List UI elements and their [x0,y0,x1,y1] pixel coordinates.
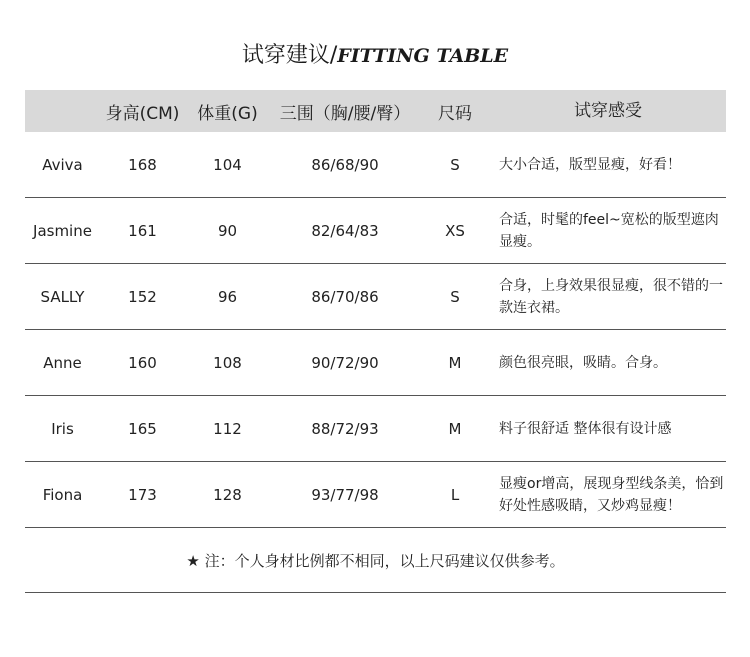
cell-weight: 128 [213,485,242,504]
header-weight: 体重(G) [197,103,258,124]
table-row [25,264,726,330]
cell-weight: 90 [217,221,238,240]
cell-feel: 大小合适，版型显瘦，好看！ [499,156,681,173]
cell-name: Aviva [42,155,83,174]
cell-size: L [450,485,460,504]
cell-feel: 颜色很亮眼，吸睛。合身。 [499,354,667,371]
cell-measurements: 93/77/98 [311,485,379,504]
cell-measurements: 86/68/90 [311,155,379,174]
page-title [0,38,750,69]
table-header [25,90,726,132]
table-row [25,462,726,528]
fitting-table [25,90,726,593]
table-row [25,396,726,462]
cell-size: M [448,419,462,438]
header-height: 身高(CM) [105,103,180,124]
cell-measurements: 88/72/93 [311,419,379,438]
title-cn: 试穿建议/ [241,43,338,68]
cell-weight: 96 [217,287,238,306]
table-row [25,132,726,198]
cell-height: 161 [128,221,157,240]
cell-weight: 108 [213,353,242,372]
title-en: FITTING TABLE [337,45,509,67]
cell-size: S [450,155,460,174]
table-row [25,330,726,396]
cell-name: Iris [51,419,74,438]
cell-name: Jasmine [33,221,92,240]
header-feel: 试穿感受 [574,101,642,121]
header-size: 尺码 [438,103,472,124]
cell-measurements: 86/70/86 [311,287,379,306]
cell-feel: 料子很舒适 整体很有设计感 [499,420,672,437]
cell-feel: 合适，时髦的feel~宽松的版型遮肉显瘦。 [499,211,719,250]
cell-size: S [450,287,460,306]
cell-feel: 显瘦or增高，展现身型线条美，恰到好处性感吸睛，又炒鸡显瘦！ [499,475,724,514]
cell-height: 152 [128,287,157,306]
cell-height: 168 [128,155,157,174]
cell-name: Fiona [42,485,83,504]
cell-weight: 112 [213,419,242,438]
header-measurements: 三围（胸/腰/臀） [279,103,411,124]
table-row [25,198,726,264]
cell-name: Anne [43,353,82,372]
cell-size: XS [445,221,465,240]
cell-weight: 104 [213,155,242,174]
cell-feel: 合身，上身效果很显瘦，很不错的一款连衣裙。 [499,277,723,316]
cell-name: SALLY [40,287,85,306]
cell-height: 173 [128,485,157,504]
fitting-note: ★ 注：个人身材比例都不相同，以上尺码建议仅供参考。 [25,528,726,593]
cell-measurements: 82/64/83 [311,221,379,240]
cell-size: M [448,353,462,372]
cell-height: 165 [128,419,157,438]
cell-height: 160 [128,353,157,372]
cell-measurements: 90/72/90 [311,353,379,372]
